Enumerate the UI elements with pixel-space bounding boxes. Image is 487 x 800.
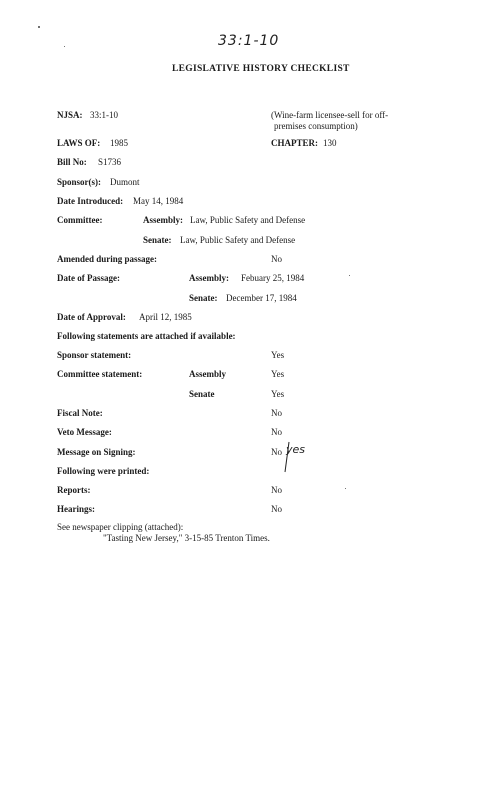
committee-senate-value: Law, Public Safety and Defense xyxy=(180,235,296,245)
chapter-label: CHAPTER: xyxy=(271,138,318,148)
hearings-value: No xyxy=(271,504,282,514)
date-introduced-label: Date Introduced: xyxy=(57,196,124,206)
scan-speck xyxy=(64,46,65,47)
clipping-line-1: See newspaper clipping (attached): xyxy=(57,522,184,532)
description-line-1: (Wine-farm licensee-sell for off- xyxy=(271,110,389,120)
committee-statement-assembly-label: Assembly xyxy=(189,369,227,379)
message-on-signing-label: Message on Signing: xyxy=(57,447,136,457)
sponsor-statement-value: Yes xyxy=(271,350,285,360)
fiscal-note-label: Fiscal Note: xyxy=(57,408,103,418)
handwritten-code: 33:1-10 xyxy=(218,33,280,49)
passage-senate-label: Senate: xyxy=(189,293,218,303)
passage-assembly-value: Febuary 25, 1984 xyxy=(241,273,305,283)
handwritten-yes: yes xyxy=(286,443,306,456)
message-on-signing-value: No xyxy=(271,447,282,457)
committee-assembly-label: Assembly: xyxy=(143,215,183,225)
laws-of-label: LAWS OF: xyxy=(57,138,101,148)
reports-label: Reports: xyxy=(57,485,91,495)
sponsors-value: Dumont xyxy=(110,177,140,187)
laws-of-value: 1985 xyxy=(110,138,128,148)
clipping-line-2: "Tasting New Jersey," 3-15-85 Trenton Times. xyxy=(103,533,270,543)
sponsor-statement-label: Sponsor statement: xyxy=(57,350,132,360)
committee-statement-senate-value: Yes xyxy=(271,389,285,399)
description-line-2: premises consumption) xyxy=(274,121,358,131)
bill-no-value: S1736 xyxy=(98,157,122,167)
amended-value: No xyxy=(271,254,282,264)
committee-assembly-value: Law, Public Safety and Defense xyxy=(190,215,306,225)
fiscal-note-value: No xyxy=(271,408,282,418)
committee-statement-label: Committee statement: xyxy=(57,369,143,379)
veto-message-label: Veto Message: xyxy=(57,427,112,437)
scan-speck xyxy=(345,488,346,489)
committee-statement-assembly-value: Yes xyxy=(271,369,285,379)
reports-value: No xyxy=(271,485,282,495)
date-of-passage-label: Date of Passage: xyxy=(57,273,120,283)
scan-speck xyxy=(349,275,350,276)
committee-senate-label: Senate: xyxy=(143,235,172,245)
page-title: LEGISLATIVE HISTORY CHECKLIST xyxy=(172,64,350,74)
following-printed-heading: Following were printed: xyxy=(57,466,150,476)
following-attached-heading: Following statements are attached if available: xyxy=(57,331,236,341)
sponsors-label: Sponsor(s): xyxy=(57,177,102,187)
njsa-value: 33:1-10 xyxy=(90,110,118,120)
date-of-approval-label: Date of Approval: xyxy=(57,312,126,322)
scan-speck xyxy=(38,26,40,28)
chapter-value: 130 xyxy=(323,138,337,148)
date-introduced-value: May 14, 1984 xyxy=(133,196,184,206)
bill-no-label: Bill No: xyxy=(57,157,87,167)
committee-statement-senate-label: Senate xyxy=(189,389,215,399)
veto-message-value: No xyxy=(271,427,282,437)
date-of-approval-value: April 12, 1985 xyxy=(139,312,192,322)
passage-senate-value: December 17, 1984 xyxy=(226,293,297,303)
committee-label: Committee: xyxy=(57,215,103,225)
amended-label: Amended during passage: xyxy=(57,254,158,264)
hearings-label: Hearings: xyxy=(57,504,95,514)
passage-assembly-label: Assembly: xyxy=(189,273,229,283)
njsa-label: NJSA: xyxy=(57,110,83,120)
handwritten-mark xyxy=(280,440,292,474)
